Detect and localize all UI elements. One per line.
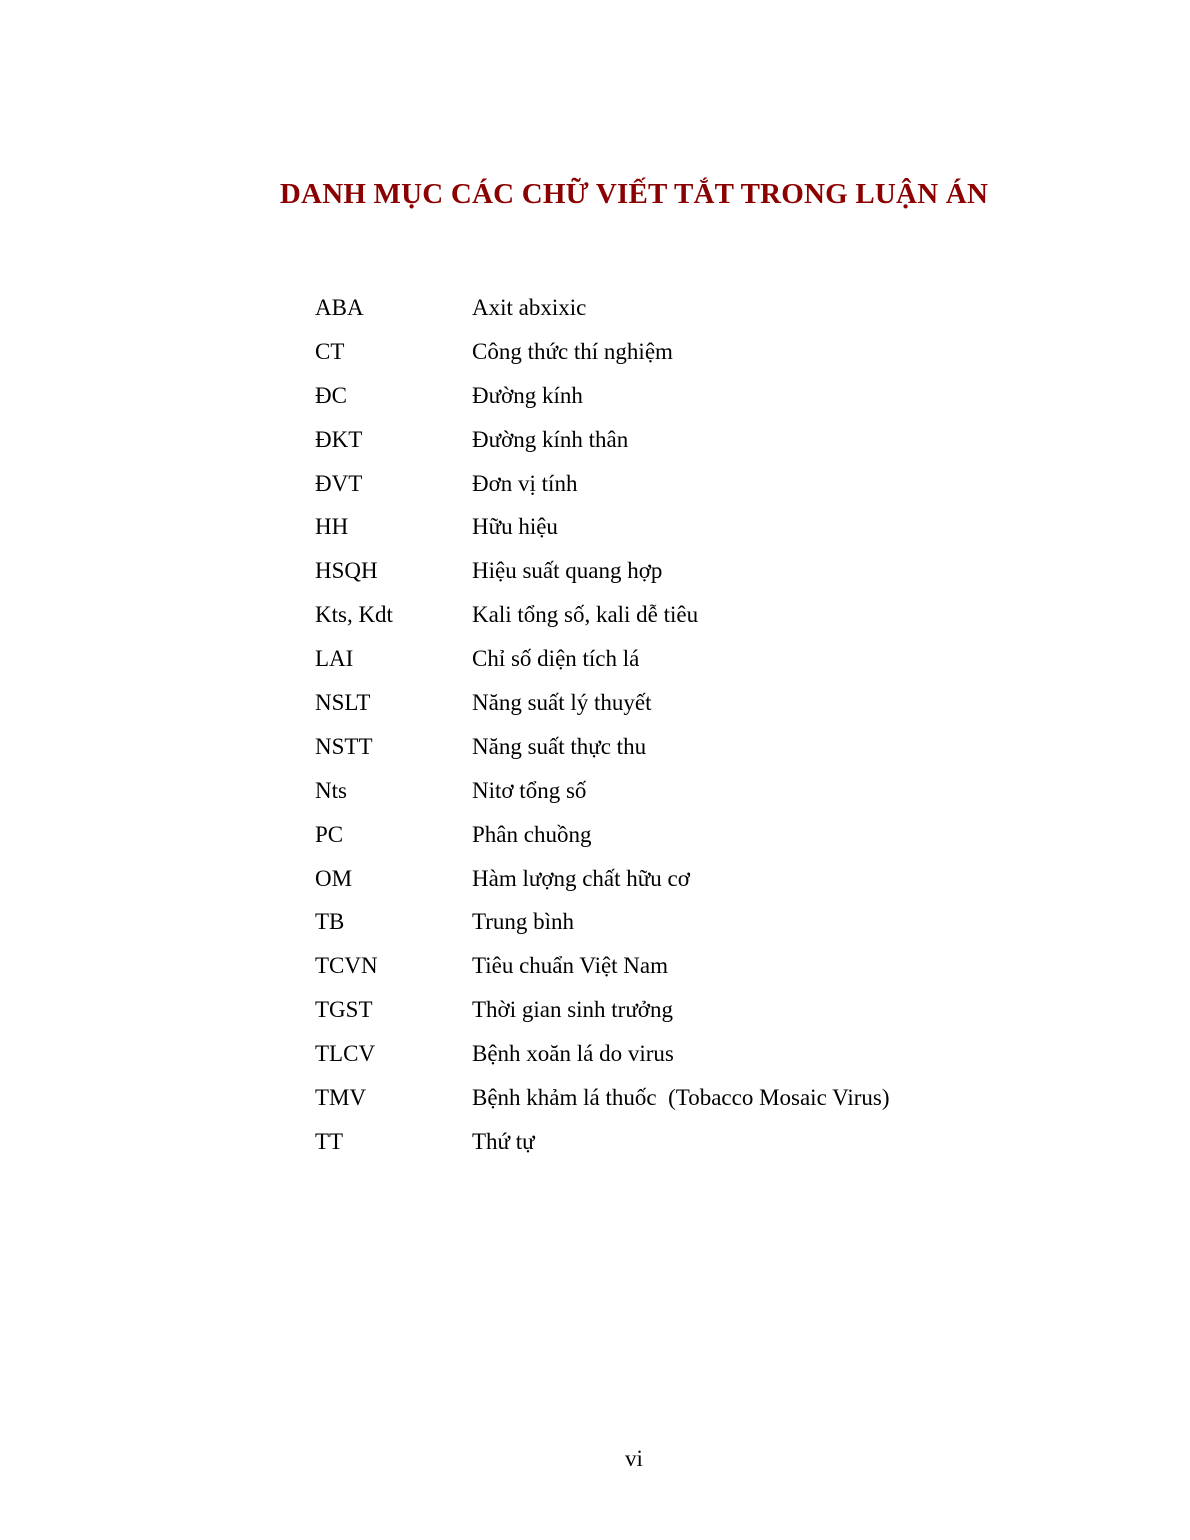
abbreviation-term: TGST [315,997,373,1023]
abbreviation-definition: Axit abxixic [472,294,587,320]
abbreviation-row [315,857,955,901]
abbreviation-definition: Trung bình [472,909,575,935]
abbreviation-definition: Đường kính thân [472,426,629,452]
page-title: DANH MỤC CÁC CHỮ VIẾT TẮT TRONG LUẬN ÁN [279,178,989,210]
abbreviation-term: HH [315,514,349,540]
abbreviation-definition: Năng suất thực thu [472,733,647,759]
abbreviation-term: CT [315,338,345,364]
abbreviation-row [315,900,955,944]
abbreviation-row [315,725,955,769]
abbreviation-row [315,374,955,418]
abbreviation-row [315,505,955,549]
abbreviation-definition: Thứ tự [472,1128,535,1154]
abbreviation-definition: Chỉ số diện tích lá [472,646,640,672]
abbreviation-term: ABA [315,294,364,320]
abbreviation-definition: Hữu hiệu [472,514,558,540]
page-number: vi [625,1446,643,1471]
abbreviation-row [315,769,955,813]
abbreviation-term: Kts, Kdt [315,602,393,628]
abbreviation-term: NSTT [315,733,373,759]
abbreviation-row [315,637,955,681]
abbreviation-term: TB [315,909,345,935]
abbreviation-definition: Bệnh xoăn lá do virus [472,1041,674,1067]
abbreviation-row [315,549,955,593]
abbreviation-definition: Đường kính [472,382,583,408]
abbreviation-definition: Nitơ tổng số [472,777,587,803]
abbreviation-term: PC [315,821,344,847]
abbreviation-row [315,813,955,857]
abbreviation-term: TLCV [315,1041,376,1067]
abbreviation-row [315,988,955,1032]
abbreviation-definition: Hiệu suất quang hợp [472,558,663,584]
abbreviation-row [315,462,955,506]
abbreviation-row [315,1032,955,1076]
abbreviation-definition: Phân chuồng [472,821,592,847]
abbreviation-term: TCVN [315,953,378,979]
abbreviation-term: ĐVT [315,470,363,496]
abbreviation-term: TT [315,1128,344,1154]
abbreviation-term: TMV [315,1084,367,1110]
abbreviation-term: LAI [315,646,354,672]
abbreviation-row [315,1076,955,1120]
abbreviation-row [315,330,955,374]
abbreviation-term: OM [315,865,353,891]
abbreviation-term: HSQH [315,558,378,584]
abbreviation-definition: Bệnh khảm lá thuốc (Tobacco Mosaic Virus) [472,1084,890,1110]
abbreviation-term: ĐC [315,382,347,408]
abbreviation-term: NSLT [315,689,371,715]
abbreviation-definition: Hàm lượng chất hữu cơ [472,865,690,891]
abbreviation-definition: Thời gian sinh trưởng [472,997,673,1023]
abbreviation-term: ĐKT [315,426,363,452]
abbreviation-definition: Tiêu chuẩn Việt Nam [472,953,669,979]
abbreviation-definition: Năng suất lý thuyết [472,689,652,715]
abbreviation-definition: Kali tổng số, kali dễ tiêu [472,602,699,628]
abbreviation-definition: Công thức thí nghiệm [472,338,673,364]
abbreviation-row [315,593,955,637]
abbreviation-row [315,1120,955,1164]
abbreviation-row [315,286,955,330]
abbreviation-term: Nts [315,777,347,803]
abbreviation-row [315,681,955,725]
abbreviation-row [315,944,955,988]
abbreviation-list [315,286,955,1164]
abbreviation-row [315,418,955,462]
abbreviation-definition: Đơn vị tính [472,470,578,496]
